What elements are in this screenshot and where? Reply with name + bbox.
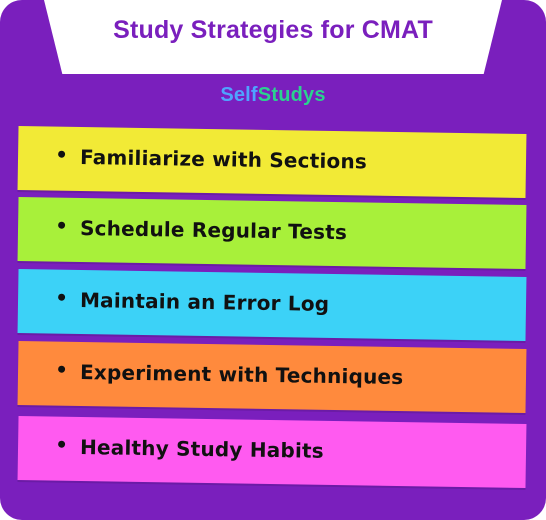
- bullet-icon: [58, 294, 65, 301]
- bullet-icon: [58, 222, 65, 229]
- strategy-item-5: [18, 416, 527, 488]
- brand-logo-part-2: Studys: [257, 84, 326, 106]
- bullet-icon: [58, 151, 65, 158]
- page-title: Study Strategies for CMAT: [113, 16, 433, 44]
- bullet-icon: [58, 366, 65, 373]
- brand-logo-part-1: Self: [220, 84, 258, 106]
- strategy-item-1: [18, 126, 527, 198]
- strategy-item-3: [18, 269, 527, 341]
- strategy-label: Maintain an Error Log: [79, 287, 330, 316]
- strategy-label: Schedule Regular Tests: [79, 215, 348, 245]
- strategy-label: Experiment with Techniques: [79, 359, 404, 390]
- strategy-label: Healthy Study Habits: [79, 434, 325, 463]
- strategy-item-4: [18, 341, 527, 413]
- bullet-icon: [58, 441, 65, 448]
- strategy-label: Familiarize with Sections: [79, 144, 368, 174]
- strategy-item-2: [18, 197, 527, 269]
- brand-logo: [0, 84, 546, 107]
